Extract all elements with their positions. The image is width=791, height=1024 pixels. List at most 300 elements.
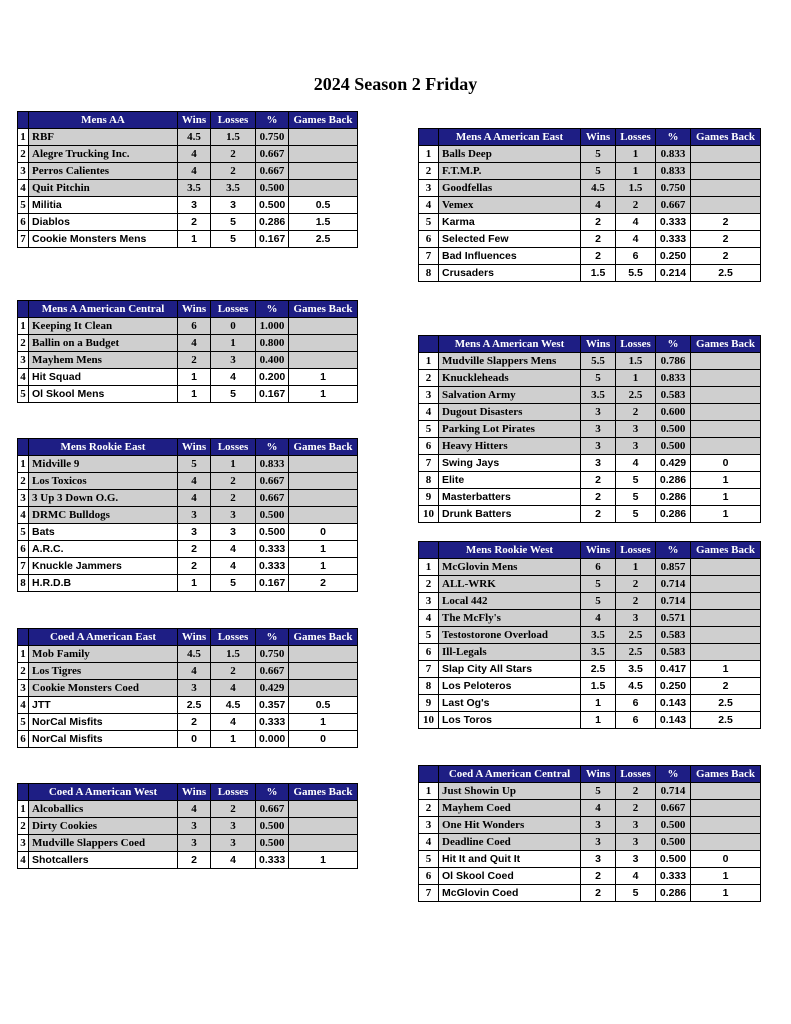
games-back-cell	[691, 576, 761, 593]
games-back-cell	[691, 834, 761, 851]
games-back-header: Games Back	[691, 129, 761, 146]
wins-cell: 4	[178, 335, 211, 352]
rank-cell: 2	[18, 146, 29, 163]
wins-cell: 3	[581, 438, 616, 455]
team-name-cell: Deadline Coed	[439, 834, 581, 851]
rank-cell: 5	[419, 421, 439, 438]
losses-cell: 5	[211, 214, 256, 231]
standings-table-mens-rookie-west	[418, 541, 761, 729]
division-name: Coed A American Central	[439, 766, 581, 783]
rank-cell: 3	[18, 490, 29, 507]
games-back-cell: 0	[289, 731, 358, 748]
games-back-cell: 2.5	[691, 265, 761, 282]
wins-cell: 3	[581, 404, 616, 421]
losses-cell: 2	[211, 490, 256, 507]
wins-cell: 1	[581, 712, 616, 729]
losses-cell: 2	[616, 404, 656, 421]
team-name-cell: Bad Influences	[439, 248, 581, 265]
wins-cell: 6	[178, 318, 211, 335]
games-back-cell	[691, 387, 761, 404]
wins-cell: 6	[581, 559, 616, 576]
losses-cell: 0	[211, 318, 256, 335]
wins-cell: 4	[178, 490, 211, 507]
losses-cell: 2	[211, 146, 256, 163]
team-name-cell: Perros Calientes	[29, 163, 178, 180]
losses-cell: 3	[211, 507, 256, 524]
table-row	[18, 456, 358, 473]
standings-table-coed-a-american-east	[17, 628, 358, 748]
games-back-cell: 2	[691, 231, 761, 248]
games-back-cell	[691, 627, 761, 644]
losses-cell: 1	[616, 146, 656, 163]
table-row	[18, 835, 358, 852]
rank-cell: 5	[419, 627, 439, 644]
rank-cell: 4	[18, 369, 29, 386]
losses-cell: 2	[211, 801, 256, 818]
losses-cell: 5	[616, 489, 656, 506]
losses-cell: 4.5	[616, 678, 656, 695]
team-name-cell: Crusaders	[439, 265, 581, 282]
team-name-cell: JTT	[29, 697, 178, 714]
rank-cell: 5	[18, 714, 29, 731]
games-back-cell	[691, 163, 761, 180]
games-back-header: Games Back	[289, 439, 358, 456]
pct-cell: 0.833	[256, 456, 289, 473]
losses-cell: 2.5	[616, 387, 656, 404]
table-row	[18, 214, 358, 231]
pct-cell: 0.429	[656, 455, 691, 472]
rank-cell: 8	[419, 472, 439, 489]
team-name-cell: Ol Skool Mens	[29, 386, 178, 403]
team-name-cell: Slap City All Stars	[439, 661, 581, 678]
team-name-cell: Keeping It Clean	[29, 318, 178, 335]
losses-cell: 3	[616, 610, 656, 627]
team-name-cell: Heavy Hitters	[439, 438, 581, 455]
games-back-cell: 1	[289, 714, 358, 731]
standings-table-mens-a-american-west	[418, 335, 761, 523]
games-back-cell: 0.5	[289, 697, 358, 714]
table-row	[419, 265, 761, 282]
wins-cell: 2	[178, 558, 211, 575]
table-row	[18, 490, 358, 507]
games-back-cell: 1	[289, 386, 358, 403]
table-row	[419, 817, 761, 834]
table-row	[419, 712, 761, 729]
wins-cell: 3	[178, 835, 211, 852]
rank-cell: 3	[419, 387, 439, 404]
losses-cell: 4	[616, 868, 656, 885]
table-row	[18, 318, 358, 335]
games-back-cell	[691, 817, 761, 834]
pct-cell: 0.714	[656, 593, 691, 610]
games-back-cell	[289, 163, 358, 180]
pct-cell: 0.500	[256, 524, 289, 541]
rank-cell: 7	[18, 231, 29, 248]
rank-cell: 4	[18, 697, 29, 714]
header-row	[18, 784, 358, 801]
rank-cell: 1	[419, 146, 439, 163]
wins-cell: 1	[178, 386, 211, 403]
pct-cell: 0.500	[656, 834, 691, 851]
games-back-cell: 2.5	[691, 695, 761, 712]
header-row	[18, 112, 358, 129]
games-back-cell	[289, 352, 358, 369]
pct-cell: 0.667	[256, 490, 289, 507]
games-back-header: Games Back	[289, 301, 358, 318]
wins-cell: 2	[581, 506, 616, 523]
losses-header: Losses	[616, 129, 656, 146]
pct-cell: 0.429	[256, 680, 289, 697]
team-name-cell: Just Showin Up	[439, 783, 581, 800]
wins-cell: 3	[178, 524, 211, 541]
team-name-cell: Karma	[439, 214, 581, 231]
rank-cell: 4	[419, 404, 439, 421]
table-row	[18, 197, 358, 214]
team-name-cell: ALL-WRK	[439, 576, 581, 593]
games-back-header: Games Back	[691, 766, 761, 783]
table-row	[18, 180, 358, 197]
table-row	[419, 472, 761, 489]
wins-cell: 2	[178, 541, 211, 558]
division-name: Mens A American East	[439, 129, 581, 146]
pct-cell: 0.500	[656, 438, 691, 455]
wins-cell: 1.5	[581, 265, 616, 282]
wins-cell: 3	[178, 680, 211, 697]
wins-cell: 2	[178, 714, 211, 731]
team-name-cell: Alegre Trucking Inc.	[29, 146, 178, 163]
team-name-cell: Los Toxicos	[29, 473, 178, 490]
table-row	[419, 146, 761, 163]
losses-cell: 4	[211, 369, 256, 386]
wins-header: Wins	[178, 112, 211, 129]
pct-cell: 0.500	[656, 817, 691, 834]
rank-header	[18, 629, 29, 646]
team-name-cell: Ill-Legals	[439, 644, 581, 661]
team-name-cell: Ballin on a Budget	[29, 335, 178, 352]
games-back-cell	[289, 680, 358, 697]
team-name-cell: DRMC Bulldogs	[29, 507, 178, 524]
games-back-cell	[691, 146, 761, 163]
pct-cell: 0.667	[256, 163, 289, 180]
losses-cell: 3	[211, 197, 256, 214]
wins-header: Wins	[581, 129, 616, 146]
wins-cell: 2	[581, 231, 616, 248]
pct-header: %	[256, 629, 289, 646]
pct-cell: 0.667	[256, 473, 289, 490]
team-name-cell: Mayhem Coed	[439, 800, 581, 817]
rank-cell: 2	[419, 370, 439, 387]
division-name: Mens A American West	[439, 336, 581, 353]
table-row	[18, 697, 358, 714]
games-back-cell	[691, 421, 761, 438]
wins-cell: 4	[178, 473, 211, 490]
rank-cell: 7	[18, 558, 29, 575]
table-row	[18, 714, 358, 731]
pct-cell: 0.800	[256, 335, 289, 352]
table-row	[18, 386, 358, 403]
wins-cell: 4	[178, 801, 211, 818]
rank-cell: 7	[419, 455, 439, 472]
pct-cell: 0.333	[656, 214, 691, 231]
losses-cell: 2	[211, 473, 256, 490]
table-row	[419, 248, 761, 265]
rank-cell: 4	[419, 610, 439, 627]
division-name: Mens A American Central	[29, 301, 178, 318]
wins-cell: 4	[581, 800, 616, 817]
rank-cell: 2	[419, 800, 439, 817]
team-name-cell: RBF	[29, 129, 178, 146]
wins-header: Wins	[581, 766, 616, 783]
rank-cell: 6	[18, 541, 29, 558]
losses-cell: 6	[616, 248, 656, 265]
rank-cell: 3	[18, 835, 29, 852]
games-back-cell	[289, 507, 358, 524]
rank-cell: 2	[18, 818, 29, 835]
table-row	[18, 369, 358, 386]
pct-cell: 0.333	[656, 868, 691, 885]
rank-cell: 5	[419, 851, 439, 868]
pct-header: %	[256, 784, 289, 801]
team-name-cell: Hit Squad	[29, 369, 178, 386]
table-row	[18, 473, 358, 490]
games-back-cell: 0	[691, 455, 761, 472]
losses-cell: 1	[211, 731, 256, 748]
rank-cell: 3	[419, 817, 439, 834]
pct-cell: 0.286	[656, 506, 691, 523]
losses-cell: 2	[211, 663, 256, 680]
pct-cell: 0.857	[656, 559, 691, 576]
pct-cell: 0.500	[656, 421, 691, 438]
games-back-cell	[289, 490, 358, 507]
games-back-header: Games Back	[691, 336, 761, 353]
wins-cell: 3	[581, 421, 616, 438]
division-name: Mens Rookie West	[439, 542, 581, 559]
losses-cell: 4.5	[211, 697, 256, 714]
table-row	[18, 129, 358, 146]
wins-cell: 3.5	[581, 387, 616, 404]
team-name-cell: Hit It and Quit It	[439, 851, 581, 868]
wins-header: Wins	[178, 439, 211, 456]
pct-cell: 0.333	[256, 714, 289, 731]
wins-cell: 5	[581, 783, 616, 800]
losses-header: Losses	[616, 766, 656, 783]
rank-cell: 10	[419, 506, 439, 523]
losses-cell: 5	[211, 231, 256, 248]
wins-cell: 3	[581, 834, 616, 851]
wins-cell: 5	[581, 163, 616, 180]
rank-cell: 2	[18, 663, 29, 680]
pct-header: %	[656, 542, 691, 559]
team-name-cell: Dugout Disasters	[439, 404, 581, 421]
rank-header	[18, 784, 29, 801]
wins-header: Wins	[178, 629, 211, 646]
games-back-cell	[691, 180, 761, 197]
games-back-cell	[691, 404, 761, 421]
games-back-cell: 1	[691, 868, 761, 885]
losses-cell: 3.5	[211, 180, 256, 197]
team-name-cell: Cookie Monsters Mens	[29, 231, 178, 248]
division-name: Coed A American East	[29, 629, 178, 646]
games-back-cell: 2.5	[691, 712, 761, 729]
wins-cell: 4	[178, 163, 211, 180]
pct-cell: 0.143	[656, 712, 691, 729]
table-row	[419, 404, 761, 421]
rank-header	[419, 336, 439, 353]
losses-cell: 5.5	[616, 265, 656, 282]
losses-cell: 1	[616, 163, 656, 180]
pct-cell: 0.667	[656, 800, 691, 817]
wins-cell: 4.5	[581, 180, 616, 197]
team-name-cell: Quit Pitchin	[29, 180, 178, 197]
team-name-cell: Cookie Monsters Coed	[29, 680, 178, 697]
table-row	[419, 661, 761, 678]
games-back-cell	[691, 593, 761, 610]
team-name-cell: McGlovin Coed	[439, 885, 581, 902]
pct-header: %	[256, 112, 289, 129]
table-row	[419, 627, 761, 644]
header-row	[419, 336, 761, 353]
table-row	[419, 800, 761, 817]
pct-cell: 0.417	[656, 661, 691, 678]
team-name-cell: Masterbatters	[439, 489, 581, 506]
pct-cell: 0.500	[256, 180, 289, 197]
games-back-cell: 2	[691, 214, 761, 231]
losses-cell: 1.5	[211, 646, 256, 663]
header-row	[18, 629, 358, 646]
division-name: Mens Rookie East	[29, 439, 178, 456]
table-row	[419, 421, 761, 438]
wins-cell: 3.5	[581, 627, 616, 644]
pct-header: %	[256, 439, 289, 456]
pct-cell: 0.167	[256, 575, 289, 592]
pct-cell: 0.667	[256, 663, 289, 680]
games-back-cell	[289, 473, 358, 490]
wins-cell: 5.5	[581, 353, 616, 370]
pct-cell: 0.000	[256, 731, 289, 748]
team-name-cell: Salvation Army	[439, 387, 581, 404]
losses-cell: 2.5	[616, 627, 656, 644]
losses-cell: 3	[211, 835, 256, 852]
losses-cell: 4	[211, 558, 256, 575]
header-row	[18, 439, 358, 456]
rank-cell: 5	[18, 386, 29, 403]
wins-cell: 3.5	[178, 180, 211, 197]
team-name-cell: Mayhem Mens	[29, 352, 178, 369]
losses-cell: 3	[616, 438, 656, 455]
losses-header: Losses	[211, 784, 256, 801]
table-row	[419, 851, 761, 868]
losses-cell: 3	[616, 421, 656, 438]
team-name-cell: Vemex	[439, 197, 581, 214]
wins-cell: 1.5	[581, 678, 616, 695]
losses-cell: 4	[211, 714, 256, 731]
table-row	[18, 680, 358, 697]
games-back-cell	[691, 353, 761, 370]
team-name-cell: A.R.C.	[29, 541, 178, 558]
team-name-cell: Bats	[29, 524, 178, 541]
rank-cell: 3	[18, 163, 29, 180]
pct-cell: 0.333	[256, 852, 289, 869]
team-name-cell: Los Tigres	[29, 663, 178, 680]
rank-cell: 4	[18, 180, 29, 197]
rank-header	[419, 129, 439, 146]
wins-header: Wins	[178, 784, 211, 801]
table-row	[18, 575, 358, 592]
table-row	[419, 231, 761, 248]
rank-cell: 1	[419, 783, 439, 800]
table-row	[419, 370, 761, 387]
wins-cell: 4.5	[178, 129, 211, 146]
pct-cell: 0.833	[656, 163, 691, 180]
header-row	[419, 766, 761, 783]
table-row	[18, 507, 358, 524]
wins-cell: 2	[581, 214, 616, 231]
table-row	[419, 353, 761, 370]
games-back-cell	[289, 456, 358, 473]
team-name-cell: H.R.D.B	[29, 575, 178, 592]
team-name-cell: Mudville Slappers Mens	[439, 353, 581, 370]
pct-cell: 0.214	[656, 265, 691, 282]
rank-cell: 6	[419, 438, 439, 455]
losses-header: Losses	[616, 542, 656, 559]
pct-cell: 0.143	[656, 695, 691, 712]
games-back-header: Games Back	[289, 112, 358, 129]
losses-cell: 1	[211, 335, 256, 352]
table-row	[18, 663, 358, 680]
rank-cell: 1	[419, 559, 439, 576]
rank-header	[419, 542, 439, 559]
losses-cell: 2	[211, 163, 256, 180]
wins-header: Wins	[581, 336, 616, 353]
rank-cell: 8	[419, 678, 439, 695]
games-back-cell: 1	[289, 558, 358, 575]
team-name-cell: F.T.M.P.	[439, 163, 581, 180]
pct-cell: 0.333	[656, 231, 691, 248]
losses-cell: 3	[616, 851, 656, 868]
losses-cell: 4	[211, 680, 256, 697]
table-row	[18, 646, 358, 663]
team-name-cell: Dirty Cookies	[29, 818, 178, 835]
rank-header	[419, 766, 439, 783]
losses-cell: 5	[616, 506, 656, 523]
pct-cell: 0.167	[256, 231, 289, 248]
rank-cell: 6	[18, 731, 29, 748]
losses-header: Losses	[211, 301, 256, 318]
team-name-cell: Midville 9	[29, 456, 178, 473]
pct-cell: 0.714	[656, 576, 691, 593]
losses-cell: 2	[616, 783, 656, 800]
losses-cell: 5	[616, 472, 656, 489]
losses-cell: 3	[211, 352, 256, 369]
table-row	[419, 868, 761, 885]
games-back-cell	[289, 129, 358, 146]
table-row	[18, 146, 358, 163]
pct-cell: 0.833	[656, 370, 691, 387]
table-row	[419, 576, 761, 593]
table-row	[18, 352, 358, 369]
pct-cell: 0.286	[256, 214, 289, 231]
rank-cell: 9	[419, 695, 439, 712]
rank-cell: 7	[419, 661, 439, 678]
wins-cell: 5	[178, 456, 211, 473]
pct-cell: 0.400	[256, 352, 289, 369]
team-name-cell: Goodfellas	[439, 180, 581, 197]
games-back-cell	[691, 438, 761, 455]
games-back-cell	[289, 818, 358, 835]
team-name-cell: Los Peloteros	[439, 678, 581, 695]
table-row	[18, 852, 358, 869]
games-back-cell: 1	[289, 369, 358, 386]
